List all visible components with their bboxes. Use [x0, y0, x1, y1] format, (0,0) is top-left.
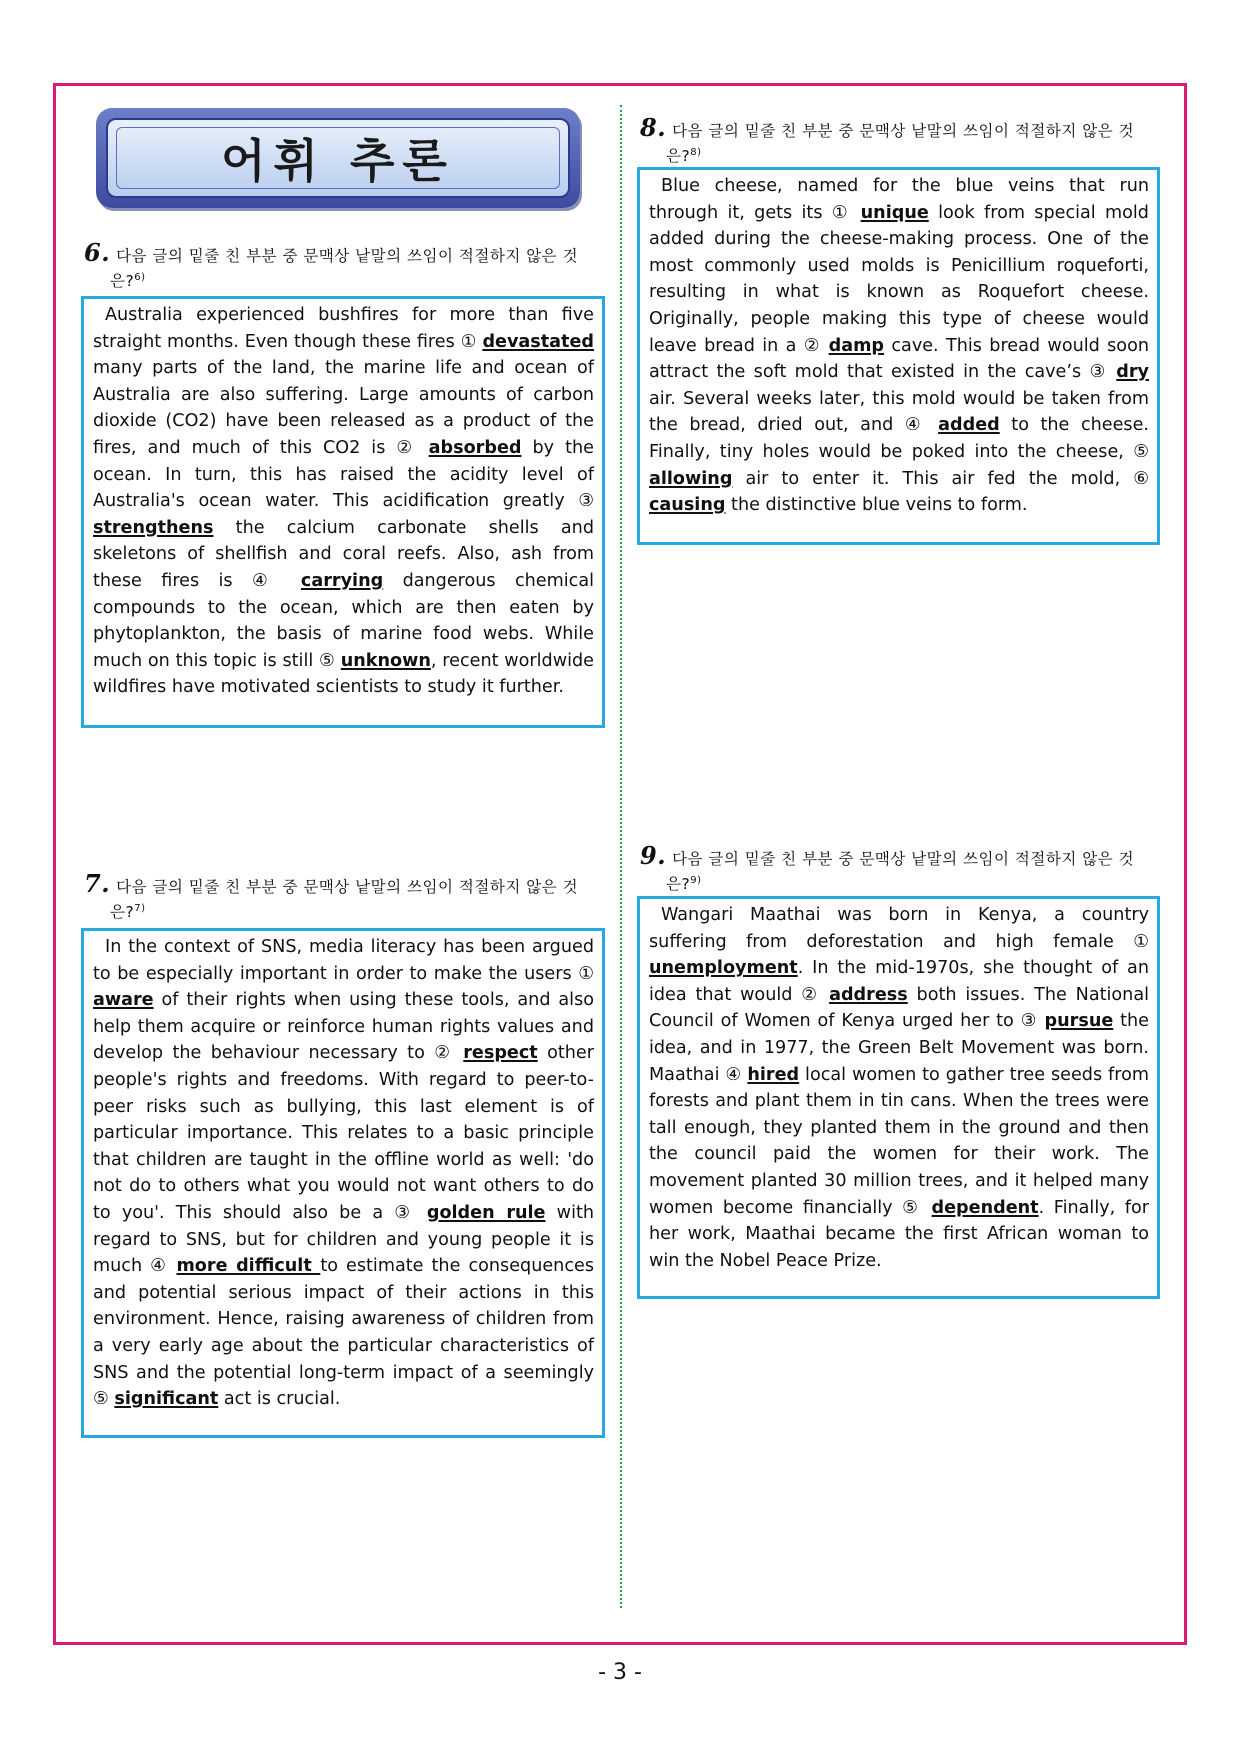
question-7-passage	[81, 928, 605, 1438]
underlined-word: pursue	[1044, 1011, 1114, 1032]
underlined-word: respect	[463, 1043, 538, 1064]
question-6-header: 6. 다음 글의 밑줄 친 부분 중 문맥상 낱말의 쓰임이 적절하지 않은 것 은?$^{6)}$	[84, 238, 579, 291]
question-number: 8.	[640, 113, 667, 142]
question-9-passage	[637, 896, 1160, 1299]
passage-text: Australia experienced bushfires for more than five straight months. Even though these fires ①	[93, 305, 594, 352]
footnote-mark: 6)	[134, 272, 146, 283]
question-number: 7.	[84, 869, 111, 898]
passage-text: other people's rights and freedoms. With regard to peer-to-peer risks such as bullying, this last element is of particular importance. This relates to a basic principle that children are taught in the offline world as well: 'do not do to others what you would not want others to do to you'. This should also be a ③	[93, 1043, 594, 1223]
passage-text: air. Several weeks later, this mold would be taken from the bread, dried out, and ④	[649, 388, 1149, 436]
underlined-word: more difficult	[176, 1256, 321, 1277]
underlined-word: causing	[649, 495, 726, 516]
passage-text: the idea, and in 1977, the Green Belt Movement was born. Maathai ④	[649, 1011, 1150, 1085]
question-number: 6.	[84, 238, 111, 267]
underlined-word: dependent	[931, 1197, 1039, 1218]
underlined-word: unique	[860, 202, 929, 223]
underlined-word: allowing	[649, 468, 733, 489]
question-prompt: 다음 글의 밑줄 친 부분 중 문맥상 낱말의 쓰임이 적절하지 않은 것	[672, 850, 1135, 868]
passage-text: Blue cheese, named for the blue veins that run through it, gets its ①	[649, 176, 1149, 223]
underlined-word: address	[829, 984, 908, 1005]
passage-text: by the ocean. In turn, this has raised the acidity level of Australia's ocean water. This acidification greatly ③	[93, 437, 595, 512]
page-number: - 3 -	[598, 1660, 642, 1685]
underlined-word: strengthens	[93, 517, 214, 538]
question-9-header: 9. 다음 글의 밑줄 친 부분 중 문맥상 낱말의 쓰임이 적절하지 않은 것 은?$^{9)}$	[640, 841, 1135, 894]
passage-text: cave. This bread would soon attract the soft mold that existed in the cave’s ③	[649, 335, 1149, 383]
passage-text: both issues. The National Council of Women of Kenya urged her to ③	[649, 984, 1149, 1032]
footnote-mark: 9)	[690, 875, 702, 886]
question-8-passage	[637, 167, 1160, 545]
passage-text: Wangari Maathai was born in Kenya, a country suffering from deforestation and high female ①	[649, 905, 1149, 952]
passage-text: dangerous chemical compounds to the ocean, which are then eaten by phytoplankton, the basis of marine food webs. While much on this topic is still ⑤	[93, 570, 594, 671]
passage-text: . In the mid-1970s, she thought of an idea that would ②	[649, 958, 1149, 1005]
section-title: 어휘 추론	[221, 134, 455, 188]
underlined-word: added	[938, 415, 1000, 436]
underlined-word: significant	[114, 1389, 219, 1410]
passage-text: In the context of SNS, media literacy has been argued to be especially important in order to make the users ①	[93, 937, 594, 984]
underlined-word: hired	[747, 1064, 800, 1085]
underlined-word: absorbed	[428, 437, 522, 458]
underlined-word: golden rule	[426, 1202, 546, 1223]
question-7-header: 7. 다음 글의 밑줄 친 부분 중 문맥상 낱말의 쓰임이 적절하지 않은 것 은?$^{7)}$	[84, 869, 579, 922]
passage-text: look from special mold added during the cheese-making process. One of the most commonly used molds is Penicillium roqueforti, resulting in what is known as Roquefort cheese. Originally, people making this type of cheese would leave bread in a ②	[649, 202, 1149, 356]
underlined-word: aware	[93, 990, 154, 1011]
question-8-header: 8. 다음 글의 밑줄 친 부분 중 문맥상 낱말의 쓰임이 적절하지 않은 것 은?$^{8)}$	[640, 113, 1135, 166]
passage-text: local women to gather tree seeds from forests and plant them in tin cans. When the trees were tall enough, they planted them in the ground and then the council paid the women for their work. The movement planted 30 million trees, and it helped many women become financially ⑤	[649, 1064, 1149, 1218]
underlined-word: damp	[828, 335, 885, 356]
question-prompt: 다음 글의 밑줄 친 부분 중 문맥상 낱말의 쓰임이 적절하지 않은 것	[116, 878, 579, 896]
underlined-word: dry	[1116, 362, 1149, 383]
passage-text: air to enter it. This air fed the mold, ⑥	[732, 468, 1149, 489]
underlined-word: carrying	[300, 570, 384, 591]
passage-text: to the cheese. Finally, tiny holes would be poked into the cheese, ⑤	[649, 415, 1150, 462]
passage-text: the distinctive blue veins to form.	[725, 495, 1028, 516]
underlined-word: unemployment	[649, 958, 798, 979]
question-prompt: 다음 글의 밑줄 친 부분 중 문맥상 낱말의 쓰임이 적절하지 않은 것	[116, 247, 579, 265]
passage-text: many parts of the land, the marine life and ocean of Australia are also suffering. Large amounts of carbon dioxide (CO2) have been released as a product of the fires, and much of this CO2 is ②	[93, 358, 594, 458]
passage-text: act is crucial.	[218, 1389, 341, 1410]
passage-text: with regard to SNS, but for children and young people it is much ④	[93, 1202, 595, 1277]
question-6-passage	[81, 296, 605, 728]
column-divider	[620, 105, 622, 1608]
passage-text: the calcium carbonate shells and skeletons of shellfish and coral reefs. Also, ash from these fires is ④	[93, 517, 594, 591]
footnote-mark: 7)	[134, 903, 146, 914]
underlined-word: unknown	[340, 650, 431, 671]
passage-text: . Finally, for her work, Maathai became the first African woman to win the Nobel Peace Prize.	[649, 1197, 1149, 1271]
question-prompt: 다음 글의 밑줄 친 부분 중 문맥상 낱말의 쓰임이 적절하지 않은 것	[672, 122, 1135, 140]
passage-text: to estimate the consequences and potential serious impact of their actions in this environment. Hence, raising awareness of children from a very early age about the particular characteristics of SNS and the potential long-term impact of a seemingly ⑤	[93, 1256, 594, 1410]
section-title-banner	[96, 108, 580, 208]
passage-text: , recent worldwide wildfires have motivated scientists to study it further.	[93, 650, 594, 698]
question-number: 9.	[640, 841, 667, 870]
underlined-word: devastated	[482, 331, 594, 352]
passage-text: of their rights when using these tools, and also help them acquire or reinforce human rights values and develop the behaviour necessary to ②	[93, 990, 594, 1064]
footnote-mark: 8)	[690, 147, 702, 158]
